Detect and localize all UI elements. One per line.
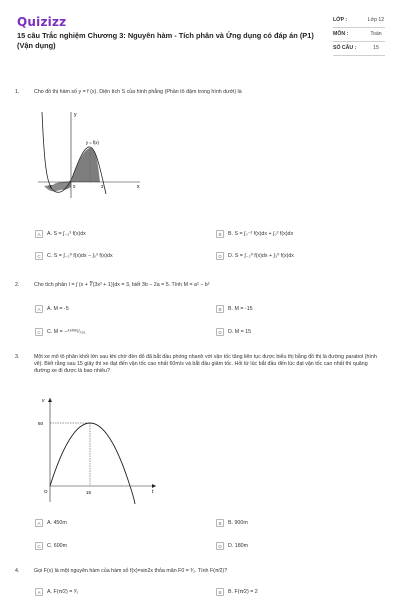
- meta-subject-label: MÔN :: [333, 31, 349, 37]
- tick-neg2: -2: [48, 184, 52, 189]
- quizizz-logo: Quizizz: [17, 15, 67, 29]
- q2-option-b[interactable]: [216, 305, 253, 313]
- page-title: 15 câu Trắc nghiệm Chương 3: Nguyên hàm - Tích phân và Ứng dụng có đáp án (P1) (Vận dụng): [17, 31, 314, 50]
- option-text: C. S = ∫₋₂⁰ f(x)dx − ∫₀³ f(x)dx: [47, 253, 113, 259]
- option-letter-box: A: [35, 588, 43, 596]
- option-text: C. M = −⁴⁶⁰⁸⁵⁄₇₂₉: [47, 329, 86, 335]
- question-text: Một xe mô tô phân khối lớn sau khi chờ đèn đỏ đã bắt đầu phóng nhanh với vận tốc tăng liên tục được biểu thị bằng đồ thị là đường parabol (hình vẽ). Biết rằng sau 15 giây thì xe đạt đến vận tốc cao nhất 60m/s và bắt đầu giảm tốc. Hỏi từ lúc bắt đầu đến lúc đạt vận tốc cao nhất thì quãng đường xe đi được là bao nhiêu?: [34, 354, 377, 374]
- y-axis-label: y: [74, 112, 77, 118]
- origin-label: O: [44, 489, 48, 494]
- q1-option-d[interactable]: [216, 252, 294, 260]
- velocity-parabola-figure: [36, 394, 160, 506]
- question-text: Cho đồ thị hàm số y = f (x). Diện tích S của hình phẳng (Phần tô đậm trong hình dưới) là: [34, 89, 242, 95]
- question-text: Gọi F(x) là một nguyên hàm của hàm số f(x)=sin2x thỏa mãn F0 = ³⁄₂. Tính F(π⁄2)?: [34, 568, 228, 574]
- option-text: A. M = -5: [47, 306, 69, 312]
- v-axis-label: v: [42, 398, 45, 404]
- option-letter-box: D: [216, 252, 224, 260]
- option-letter-box: B: [216, 588, 224, 596]
- q2-option-d[interactable]: [216, 328, 251, 336]
- t-axis-label: t: [152, 489, 154, 495]
- q1-option-b[interactable]: [216, 230, 293, 238]
- q4-option-b[interactable]: [216, 588, 258, 596]
- meta-class-label: LỚP :: [333, 17, 348, 23]
- option-letter-box: B: [216, 305, 224, 313]
- q3-option-a[interactable]: [35, 519, 67, 527]
- meta-class: [333, 14, 385, 28]
- option-letter-box: A: [35, 305, 43, 313]
- question-number: 3.: [15, 354, 20, 360]
- q2-option-c[interactable]: [35, 328, 85, 336]
- option-text: B. S = ∫₀⁻² f(x)dx + ∫₀³ f(x)dx: [228, 231, 294, 237]
- option-letter-box: B: [216, 230, 224, 238]
- option-letter-box: C: [35, 542, 43, 550]
- option-letter-box: D: [216, 542, 224, 550]
- option-text: A. 450m: [47, 520, 67, 526]
- option-letter-box: A: [35, 230, 43, 238]
- option-text: C. 600m: [47, 543, 68, 549]
- tick-3: 3: [101, 184, 104, 189]
- question-text: Cho tích phân I = ∫ (x + ∛(3x² + 1))dx = 3, biết 3b − 2a = 5. Tính M = a² − b²: [34, 282, 210, 288]
- option-letter-box: A: [35, 519, 43, 527]
- option-text: A. F(π⁄2) = ³⁄₂: [47, 589, 79, 595]
- option-text: D. S = ∫₋₂⁰ f(x)dx + ∫₃⁰ f(x)dx: [228, 253, 294, 259]
- worksheet-meta: [333, 14, 385, 56]
- curve-label: y = f(x): [86, 140, 99, 145]
- peak-v-label: 60: [38, 421, 44, 426]
- option-text: D. 180m: [228, 543, 249, 549]
- meta-class-value: Lớp 12: [367, 17, 385, 23]
- function-area-figure: [36, 108, 144, 200]
- option-letter-box: D: [216, 328, 224, 336]
- option-letter-box: C: [35, 328, 43, 336]
- q3-option-c[interactable]: [35, 542, 67, 550]
- meta-count: [333, 42, 385, 56]
- q4-option-a[interactable]: [35, 588, 78, 596]
- q3-option-b[interactable]: [216, 519, 248, 527]
- meta-subject: [333, 28, 385, 42]
- option-letter-box: B: [216, 519, 224, 527]
- option-text: D. M = 15: [228, 329, 252, 335]
- option-letter-box: C: [35, 252, 43, 260]
- q2-option-a[interactable]: [35, 305, 69, 313]
- q1-option-c[interactable]: [35, 252, 113, 260]
- meta-subject-value: Toán: [370, 31, 382, 37]
- tick-0: 0: [73, 184, 76, 189]
- x-axis-label: x: [137, 184, 140, 190]
- option-text: B. F(π⁄2) = 2: [228, 589, 258, 595]
- peak-t-label: 15: [86, 490, 92, 495]
- option-text: B. 900m: [228, 520, 248, 526]
- question-number: 4.: [15, 568, 20, 574]
- question-number: 1.: [15, 89, 20, 95]
- question-number: 2.: [15, 282, 20, 288]
- q1-option-a[interactable]: [35, 230, 86, 238]
- q3-option-d[interactable]: [216, 542, 248, 550]
- meta-count-label: SỐ CÂU :: [333, 45, 357, 51]
- option-text: B. M = -15: [228, 306, 253, 312]
- option-text: A. S = ∫₋₂³ f(x)dx: [47, 231, 86, 237]
- meta-count-value: 15: [373, 45, 379, 51]
